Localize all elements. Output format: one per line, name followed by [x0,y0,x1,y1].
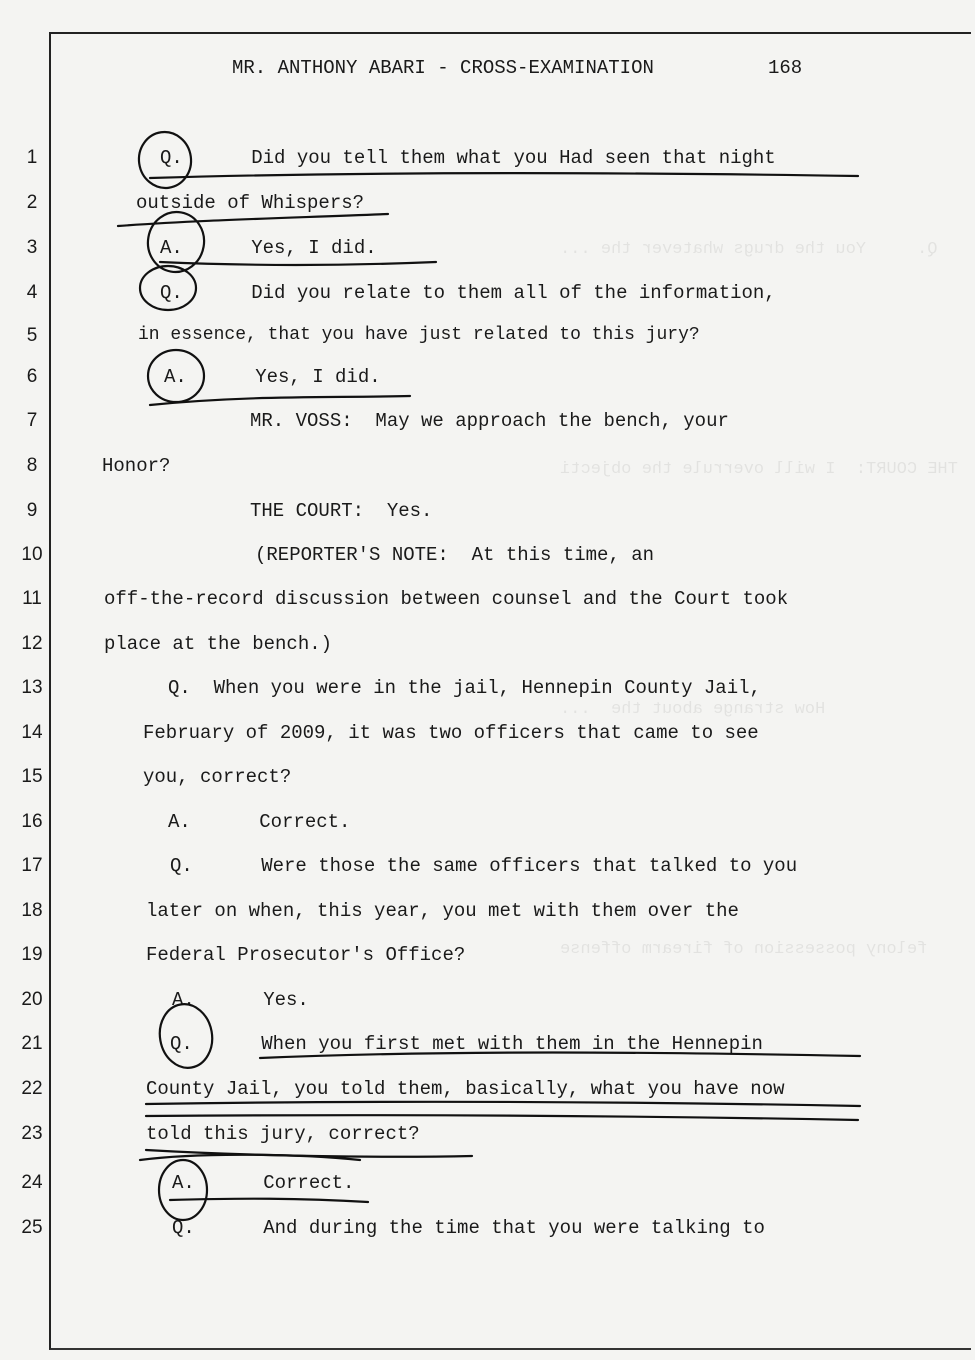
line-number: 1 [26,147,38,168]
transcript-line: THE COURT: Yes. [250,500,433,522]
transcript-line: (REPORTER'S NOTE: At this time, an [255,544,655,566]
bleed-through-text: How strange about the ... [560,700,826,719]
line-number: 23 [21,1123,43,1144]
line-number: 15 [21,766,43,787]
line-number: 21 [21,1033,43,1054]
line-number: 10 [21,544,43,565]
transcript-line: A. Yes. [172,989,309,1011]
transcript-line: MR. VOSS: May we approach the bench, your [250,410,729,432]
line-number: 9 [26,500,38,521]
line-number: 13 [21,677,43,698]
transcript-line: Honor? [102,455,171,477]
line-number: 8 [26,455,38,476]
transcript-line: Q. Were those the same officers that talked to you [170,855,798,877]
transcript-line: A. Yes, I did. [160,237,377,259]
page-number: 168 [768,57,803,79]
bleed-through-text: THE COURT: I will overrule the objecti [560,460,958,479]
transcript-line: A. Yes, I did. [164,366,381,388]
line-number: 22 [21,1078,43,1099]
transcript-line: told this jury, correct? [146,1123,420,1145]
transcript-line: A. Correct. [172,1172,355,1194]
line-number: 20 [21,989,43,1010]
page-header-title: MR. ANTHONY ABARI - CROSS-EXAMINATION [232,57,654,79]
bleed-through-text: Q. You the drugs whatever the ... [560,240,938,259]
transcript-line: in essence, that you have just related to this jury? [138,325,700,345]
line-number: 14 [21,722,43,743]
line-number: 12 [21,633,43,654]
transcript-line: Q. When you were in the jail, Hennepin County Jail, [168,677,761,699]
line-number: 25 [21,1217,43,1238]
transcript-line: outside of Whispers? [136,192,365,214]
transcript-line: Q. Did you tell them what you Had seen that night [160,147,776,169]
line-number: 2 [26,192,38,213]
transcript-line: off-the-record discussion between counsel and the Court took [104,588,789,610]
line-number: 3 [26,237,38,258]
line-number: 4 [26,282,38,303]
line-number: 24 [21,1172,43,1193]
transcript-line: Q. And during the time that you were talking to [172,1217,765,1239]
line-number: 18 [21,900,43,921]
transcript-line: place at the bench.) [104,633,333,655]
line-number: 5 [26,325,38,346]
line-number: 19 [21,944,43,965]
line-number: 16 [21,811,43,832]
transcript-line: County Jail, you told them, basically, what you have now [146,1078,785,1100]
line-number: 6 [26,366,38,387]
bleed-through-text: felony possession of firearm offense [560,940,928,959]
transcript-line: A. Correct. [168,811,351,833]
transcript-line: Federal Prosecutor's Office? [146,944,466,966]
transcript-line: Q. Did you relate to them all of the information, [160,282,776,304]
transcript-line: February of 2009, it was two officers that came to see [143,722,759,744]
line-number: 17 [21,855,43,876]
transcript-line: you, correct? [143,766,292,788]
line-number: 11 [22,588,42,609]
transcript-line: Q. When you first met with them in the Hennepin [170,1033,763,1055]
line-number: 7 [26,410,38,431]
transcript-line: later on when, this year, you met with them over the [146,900,739,922]
